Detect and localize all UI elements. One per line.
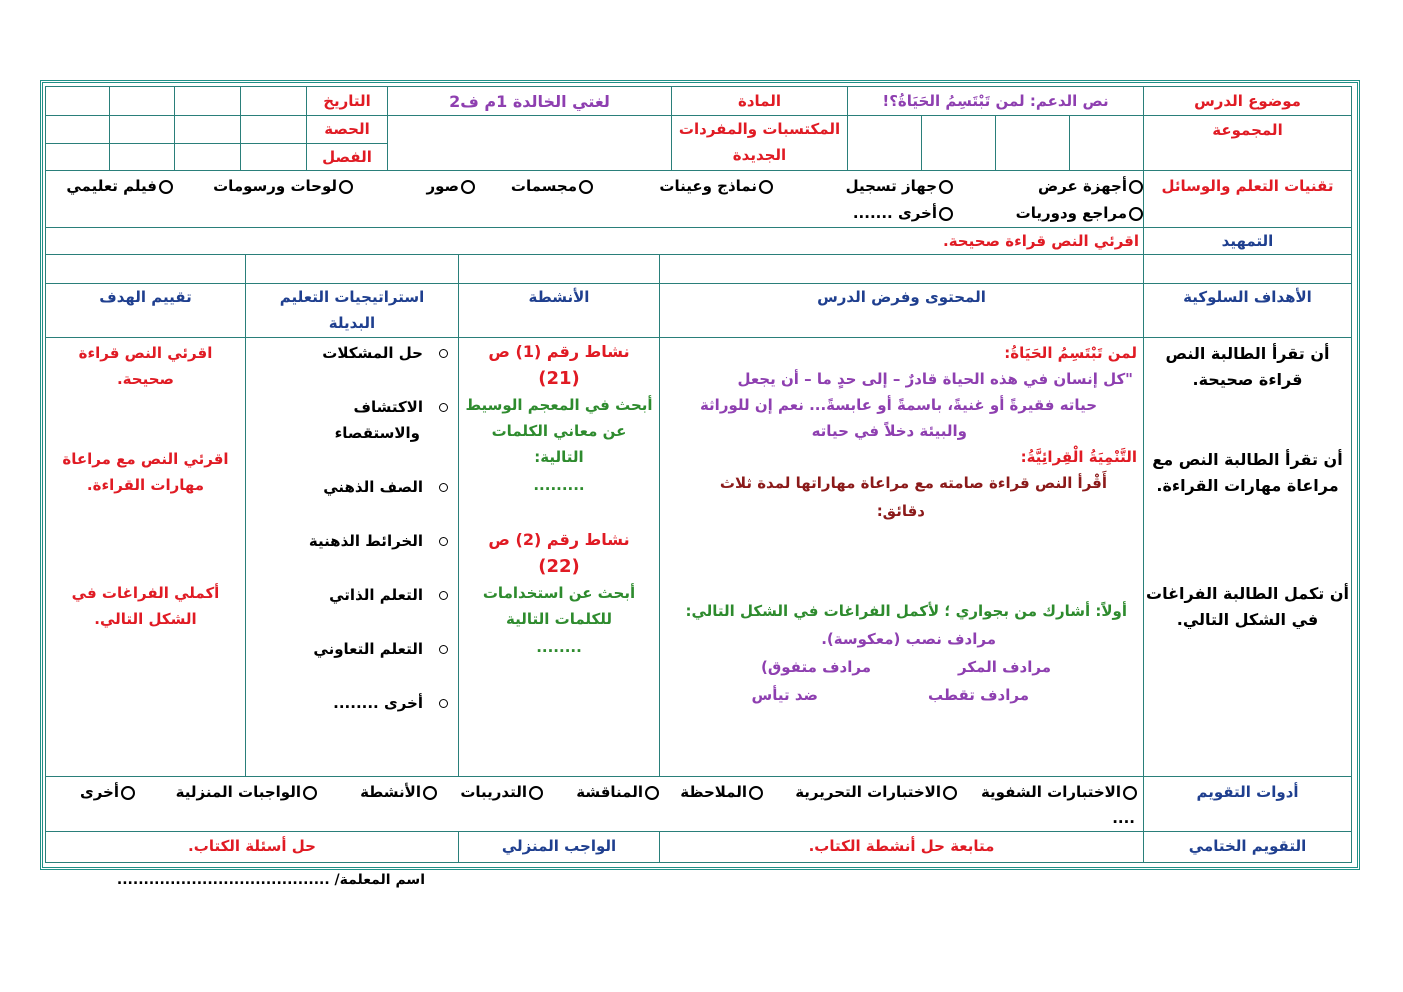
date-cell — [45, 86, 110, 116]
vocab-label-line2: الجديدة — [732, 146, 787, 164]
period-cell — [174, 115, 241, 144]
assessment-option[interactable]: الاختبارات الشفوية — [981, 783, 1137, 801]
topic-label: موضوع الدرس — [1194, 92, 1301, 110]
radio-circle-icon — [339, 180, 353, 194]
activity-body: أبحث في المعجم الوسيط — [465, 396, 653, 414]
tool-option[interactable]: أجهزة عرض — [1038, 177, 1143, 195]
class-label-cell — [306, 143, 388, 171]
radio-circle-icon — [461, 180, 475, 194]
evaluation-header-cell — [45, 283, 246, 338]
strategy-item: التعلم التعاوني — [313, 640, 448, 658]
vocab-value-cell — [387, 115, 672, 171]
bullet-circle-icon — [439, 699, 448, 708]
intro-label-cell — [1143, 227, 1352, 255]
content-quote: "كل إنسان في هذه الحياة قادرٌ – إلى حدٍ ما – أن يجعل — [737, 370, 1133, 388]
subject-value-cell — [387, 86, 672, 116]
blank-cell — [245, 254, 459, 284]
objectives-header: الأهداف السلوكية — [1183, 288, 1312, 306]
topic-value-cell — [847, 86, 1144, 116]
activities-header-cell — [458, 283, 660, 338]
final-text: متابعة حل أنشطة الكتاب. — [808, 837, 995, 855]
tool-option[interactable]: لوحات ورسومات — [213, 177, 353, 195]
strategies-header-line1: استراتيجيات التعليم — [279, 288, 425, 306]
activities-cell — [458, 337, 660, 777]
objective-text: أن تقرأ الطالبة النص — [1165, 344, 1330, 363]
content-task: أَقْرأ النص قراءة صامته مع مراعاة مهاراتها لمدة ثلاث — [719, 474, 1107, 492]
radio-circle-icon — [1123, 786, 1137, 800]
group-cell — [847, 115, 922, 171]
period-label-cell — [306, 115, 388, 144]
bullet-circle-icon — [439, 483, 448, 492]
content-first: أولاً: أشارك من بجواري ؛ لأكمل الفراغات في الشكل التالي: — [685, 602, 1127, 620]
radio-circle-icon — [939, 207, 953, 221]
blank-cell — [659, 254, 1144, 284]
topic-value: نص الدعم: لمن تَبْتَسِمُ الحَيَاةُ؟! — [882, 92, 1109, 110]
evaluation-text: الشكل التالي. — [94, 610, 197, 628]
vocab-label-cell — [671, 115, 848, 171]
intro-text: اقرئي النص قراءة صحيحة. — [943, 232, 1139, 250]
strategy-item-continued: والاستقصاء — [334, 424, 420, 442]
tool-option[interactable]: جهاز تسجيل — [846, 177, 953, 195]
class-cell — [174, 143, 241, 171]
content-synonym: مرادف تقطب — [927, 686, 1029, 704]
strategies-header-line2: البديلة — [328, 314, 376, 332]
vocab-label-line1: المكتسبات والمفردات — [678, 120, 841, 138]
objective-text: في الشكل التالي. — [1176, 610, 1319, 629]
tool-option[interactable]: مجسمات — [511, 177, 593, 195]
objectives-cell — [1143, 337, 1352, 777]
assessment-option[interactable]: التدريبات — [460, 783, 543, 801]
content-task: دقائق: — [876, 502, 925, 520]
topic-label-cell — [1143, 86, 1352, 116]
radio-circle-icon — [759, 180, 773, 194]
tool-option[interactable]: صور — [426, 177, 475, 195]
radio-circle-icon — [645, 786, 659, 800]
activity-title: (22) — [538, 556, 580, 577]
content-synonym: مرادف المكر — [958, 658, 1051, 676]
radio-circle-icon — [579, 180, 593, 194]
strategies-header-cell — [245, 283, 459, 338]
homework-label-cell — [458, 831, 660, 863]
strategy-item: أخرى ........ — [333, 694, 448, 712]
blank-cell — [45, 254, 246, 284]
content-quote: حياته فقيرةً أو غنيةً، باسمةً أو عابسةً... نعم إن للوراثة — [699, 396, 1097, 414]
radio-circle-icon — [303, 786, 317, 800]
class-cell — [45, 143, 110, 171]
radio-circle-icon — [529, 786, 543, 800]
content-heading: التَّنْمِيَةُ الْقِرائِيَّةُ: — [1020, 448, 1137, 466]
group-cell — [1069, 115, 1144, 171]
activity-dots: ........ — [536, 638, 582, 656]
group-label-cell — [1143, 115, 1352, 171]
evaluation-text: اقرئي النص مع مراعاة — [62, 450, 229, 468]
class-label: الفصل — [322, 148, 372, 166]
content-synonym: مرادف نصب (معكوسة). — [821, 630, 996, 648]
activity-body: التالية: — [534, 448, 584, 466]
radio-circle-icon — [943, 786, 957, 800]
strategy-item: الصف الذهني — [323, 478, 448, 496]
homework-text: حل أسئلة الكتاب. — [188, 837, 316, 855]
assessment-label: أدوات التقويم — [1196, 783, 1299, 801]
class-cell — [109, 143, 175, 171]
content-quote: والبيئة دخلاً في حياته — [811, 422, 967, 440]
assessment-dots: .... — [1112, 809, 1135, 827]
homework-text-cell — [45, 831, 459, 863]
homework-label: الواجب المنزلي — [501, 837, 617, 855]
date-cell — [240, 86, 307, 116]
date-cell — [174, 86, 241, 116]
tool-option[interactable]: فيلم تعليمي — [66, 177, 173, 195]
activity-title: نشاط رقم (2) ص — [488, 530, 630, 549]
subject-label-cell — [671, 86, 848, 116]
blank-cell — [458, 254, 660, 284]
blank-cell — [1143, 254, 1352, 284]
content-heading: لمن تَبْتَسِمُ الحَيَاةُ: — [1004, 344, 1137, 362]
objective-text: أن تقرأ الطالبة النص مع — [1152, 450, 1343, 469]
bullet-circle-icon — [439, 591, 448, 600]
evaluation-text: مهارات القراءة. — [86, 476, 205, 494]
objective-text: مراعاة مهارات القراءة. — [1156, 476, 1339, 495]
period-cell — [109, 115, 175, 144]
radio-circle-icon — [121, 786, 135, 800]
activity-body: للكلمات التالية — [506, 610, 612, 628]
content-header: المحتوى وفرض الدرس — [817, 288, 986, 306]
activity-body: أبحث عن استخدامات — [482, 584, 636, 602]
content-header-cell — [659, 283, 1144, 338]
final-label-cell — [1143, 831, 1352, 863]
assessment-option[interactable]: الأنشطة — [360, 783, 437, 801]
objective-text: قراءة صحيحة. — [1192, 370, 1303, 389]
date-label-cell — [306, 86, 388, 116]
assessment-option[interactable]: الواجبات المنزلية — [176, 783, 317, 801]
group-label: المجموعة — [1212, 121, 1283, 139]
assessment-cell — [45, 776, 1144, 832]
group-cell — [921, 115, 996, 171]
subject-value: لغتي الخالدة 1م ف2 — [449, 92, 610, 111]
strategy-item: حل المشكلات — [322, 344, 448, 362]
activity-title: نشاط رقم (1) ص — [488, 342, 630, 361]
subject-label: المادة — [737, 92, 781, 110]
date-label: التاريخ — [323, 92, 371, 110]
radio-circle-icon — [749, 786, 763, 800]
content-cell — [659, 337, 1144, 777]
objectives-header-cell — [1143, 283, 1352, 338]
intro-label: التمهيد — [1221, 232, 1274, 250]
tool-option[interactable]: أخرى ....... — [853, 204, 953, 222]
radio-circle-icon — [1129, 180, 1143, 194]
radio-circle-icon — [159, 180, 173, 194]
radio-circle-icon — [423, 786, 437, 800]
strategy-item: الاكتشاف — [354, 398, 448, 416]
final-label: التقويم الختامي — [1188, 837, 1307, 855]
activity-title: (21) — [538, 368, 580, 389]
teacher-name: اسم المعلمة/ ........................................ — [116, 872, 425, 888]
radio-circle-icon — [939, 180, 953, 194]
period-label: الحصة — [324, 120, 370, 138]
evaluation-text: صحيحة. — [116, 370, 175, 388]
strategy-item: الخرائط الذهنية — [309, 532, 448, 550]
class-cell — [240, 143, 307, 171]
tools-label-cell — [1143, 170, 1352, 228]
activity-body: عن معاني الكلمات — [491, 422, 627, 440]
radio-circle-icon — [1129, 207, 1143, 221]
assessment-option[interactable]: الملاحظة — [680, 783, 763, 801]
evaluation-text: اقرئي النص قراءة — [78, 344, 213, 362]
bullet-circle-icon — [439, 537, 448, 546]
assessment-option[interactable]: أخرى — [80, 783, 135, 801]
assessment-label-cell — [1143, 776, 1352, 832]
activity-dots: ......... — [533, 476, 585, 494]
activities-header: الأنشطة — [528, 288, 590, 306]
date-cell — [109, 86, 175, 116]
strategy-item: التعلم الذاتي — [329, 586, 448, 604]
objective-text: أن تكمل الطالبة الفراغات — [1146, 584, 1349, 603]
intro-cell — [45, 227, 1144, 255]
content-synonym: ضد تيأس — [751, 686, 818, 704]
tool-option[interactable]: مراجع ودوريات — [1016, 204, 1143, 222]
final-text-cell — [659, 831, 1144, 863]
assessment-option[interactable]: المناقشة — [576, 783, 659, 801]
evaluation-text: أكملي الفراغات في — [71, 584, 220, 602]
period-cell — [240, 115, 307, 144]
period-cell — [45, 115, 110, 144]
tools-cell — [45, 170, 1144, 228]
assessment-option[interactable]: الاختبارات التحريرية — [795, 783, 957, 801]
bullet-circle-icon — [439, 349, 448, 358]
evaluation-header: تقييم الهدف — [99, 288, 192, 306]
bullet-circle-icon — [439, 645, 448, 654]
strategies-cell — [245, 337, 459, 777]
bullet-circle-icon — [439, 403, 448, 412]
tool-option[interactable]: نماذج وعينات — [659, 177, 773, 195]
evaluation-cell — [45, 337, 246, 777]
tools-label: تقنيات التعلم والوسائل — [1161, 177, 1334, 195]
content-synonym: مرادف متفوق) — [761, 658, 871, 676]
group-cell — [995, 115, 1070, 171]
